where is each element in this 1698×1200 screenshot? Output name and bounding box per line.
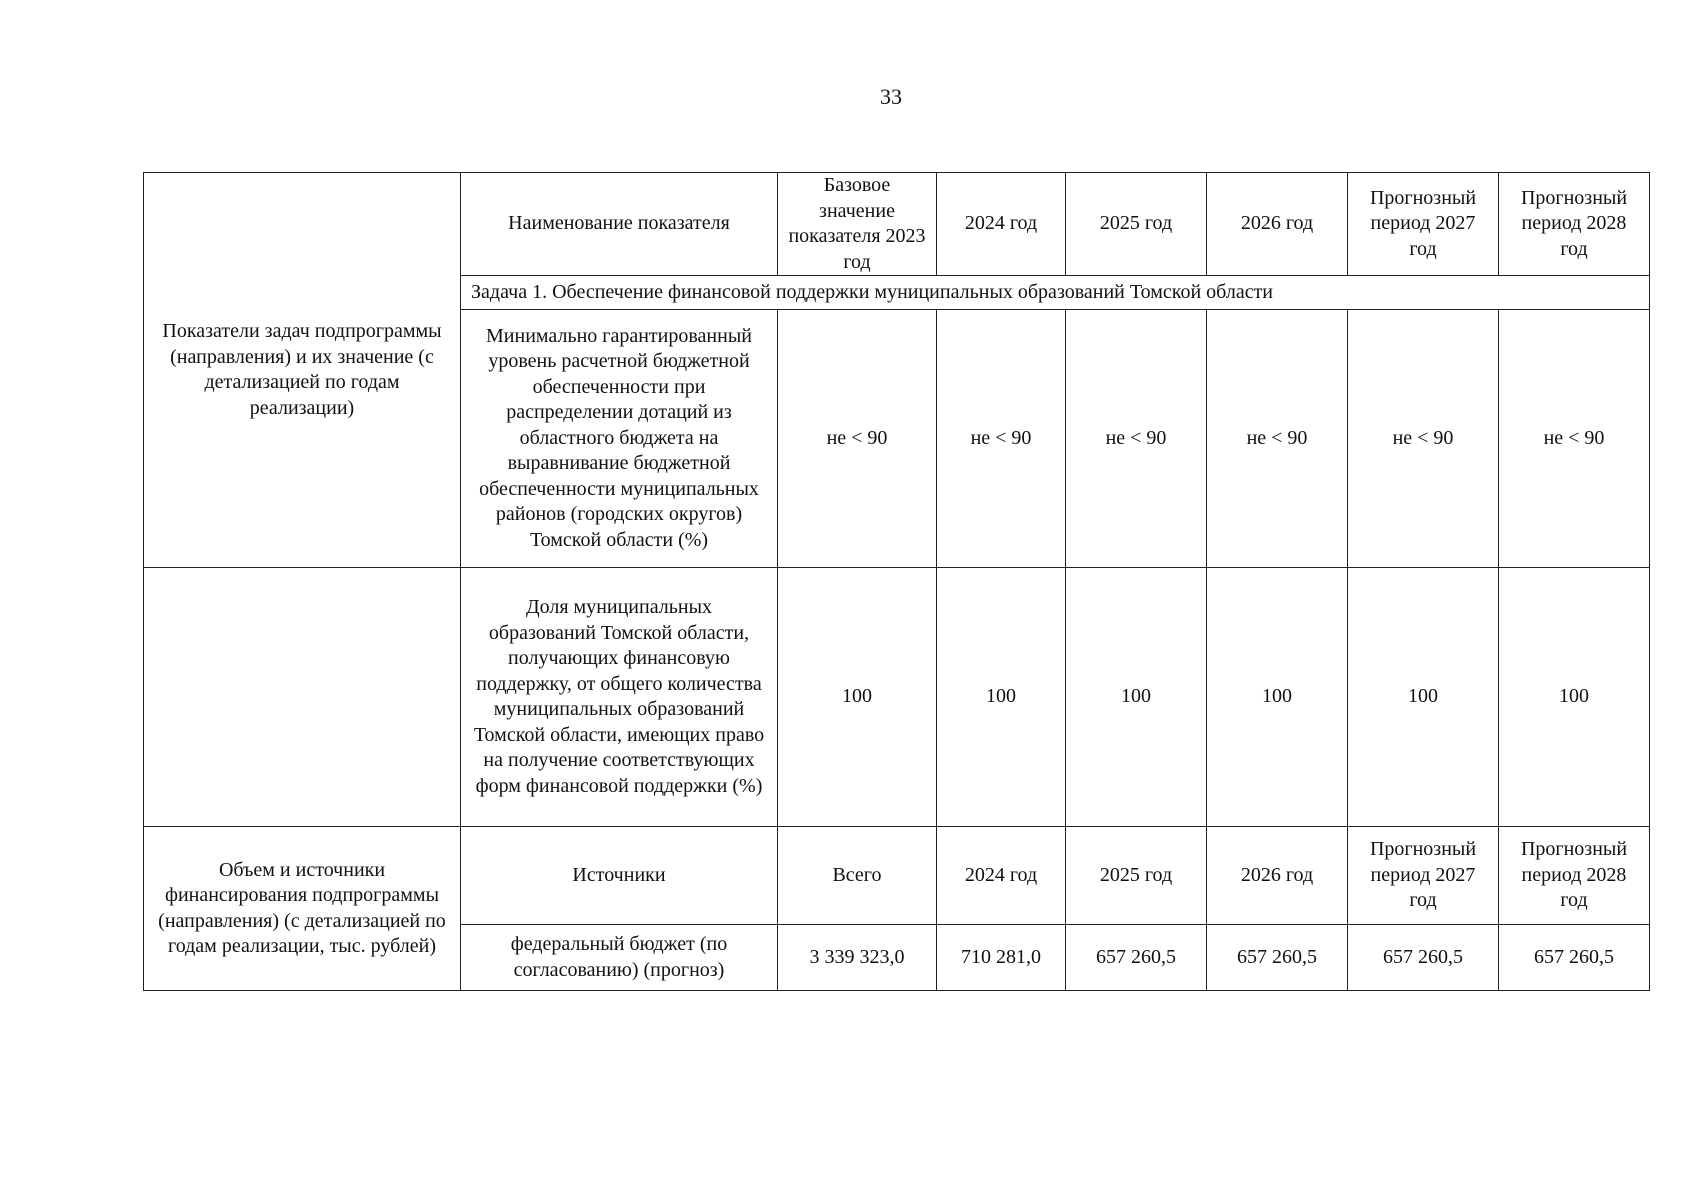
indicator-2-2024: 100 [937,568,1066,827]
indicator-2-2026: 100 [1207,568,1348,827]
fin-header-2028: Прогнозный период 2028 год [1499,827,1650,925]
indicator-1-2025: не < 90 [1066,310,1207,568]
fin-header-2027: Прогнозный период 2027 год [1348,827,1499,925]
table-row [144,568,1650,827]
header-sources: Источники [461,827,778,925]
indicator-1-2027: не < 90 [1348,310,1499,568]
indicator-2-2025: 100 [1066,568,1207,827]
subprogram-table [143,172,1650,991]
indicator-header-row [144,173,1650,276]
indicator-1-name: Минимально гарантированный уровень расчетной бюджетной обеспеченности при распределении дотаций из областного бюджета на выравнивание бюджетной обеспеченности муниципальных районов (городских округов) Томской области (%) [461,310,778,568]
header-2027: Прогнозный период 2027 год [1348,173,1499,276]
header-total: Всего [778,827,937,925]
indicator-1-base: не < 90 [778,310,937,568]
page-number: 33 [880,84,902,109]
federal-2024: 710 281,0 [937,925,1066,991]
indicator-1-2028: не < 90 [1499,310,1650,568]
indicator-2-2028: 100 [1499,568,1650,827]
fin-header-2025: 2025 год [1066,827,1207,925]
indicators-label: Показатели задач подпрограммы (направления) и их значение (с детализацией по годам реализации) [162,320,442,419]
federal-2026: 657 260,5 [1207,925,1348,991]
header-2026: 2026 год [1207,173,1348,276]
federal-total: 3 339 323,0 [778,925,937,991]
header-base-2023: Базовое значение показателя 2023 год [778,173,937,276]
financing-label-cell [144,827,461,991]
financing-header-row [144,827,1650,925]
header-2024: 2024 год [937,173,1066,276]
indicator-1-2024: не < 90 [937,310,1066,568]
federal-2028: 657 260,5 [1499,925,1650,991]
header-2028: Прогнозный период 2028 год [1499,173,1650,276]
source-federal-budget: федеральный бюджет (по согласованию) (прогноз) [461,925,778,991]
federal-2027: 657 260,5 [1348,925,1499,991]
indicators-label-cell [144,173,461,568]
federal-2025: 657 260,5 [1066,925,1207,991]
indicator-2-name: Доля муниципальных образований Томской области, получающих финансовую поддержку, от общего количества муниципальных образований Томской области, имеющих право на получение соответствующих форм финансовой поддержки (%) [461,568,778,827]
financing-label: Объем и источники финансирования подпрограммы (направления) (с детализацией по годам реализации, тыс. рублей) [158,858,446,957]
indicator-2-2027: 100 [1348,568,1499,827]
header-indicator-name: Наименование показателя [461,173,778,276]
fin-header-2026: 2026 год [1207,827,1348,925]
indicator-1-2026: не < 90 [1207,310,1348,568]
fin-header-2024: 2024 год [937,827,1066,925]
task-1-title: Задача 1. Обеспечение финансовой поддержки муниципальных образований Томской области [461,276,1650,310]
indicator-2-base: 100 [778,568,937,827]
header-2025: 2025 год [1066,173,1207,276]
indicators-label-empty-cell [144,568,461,827]
